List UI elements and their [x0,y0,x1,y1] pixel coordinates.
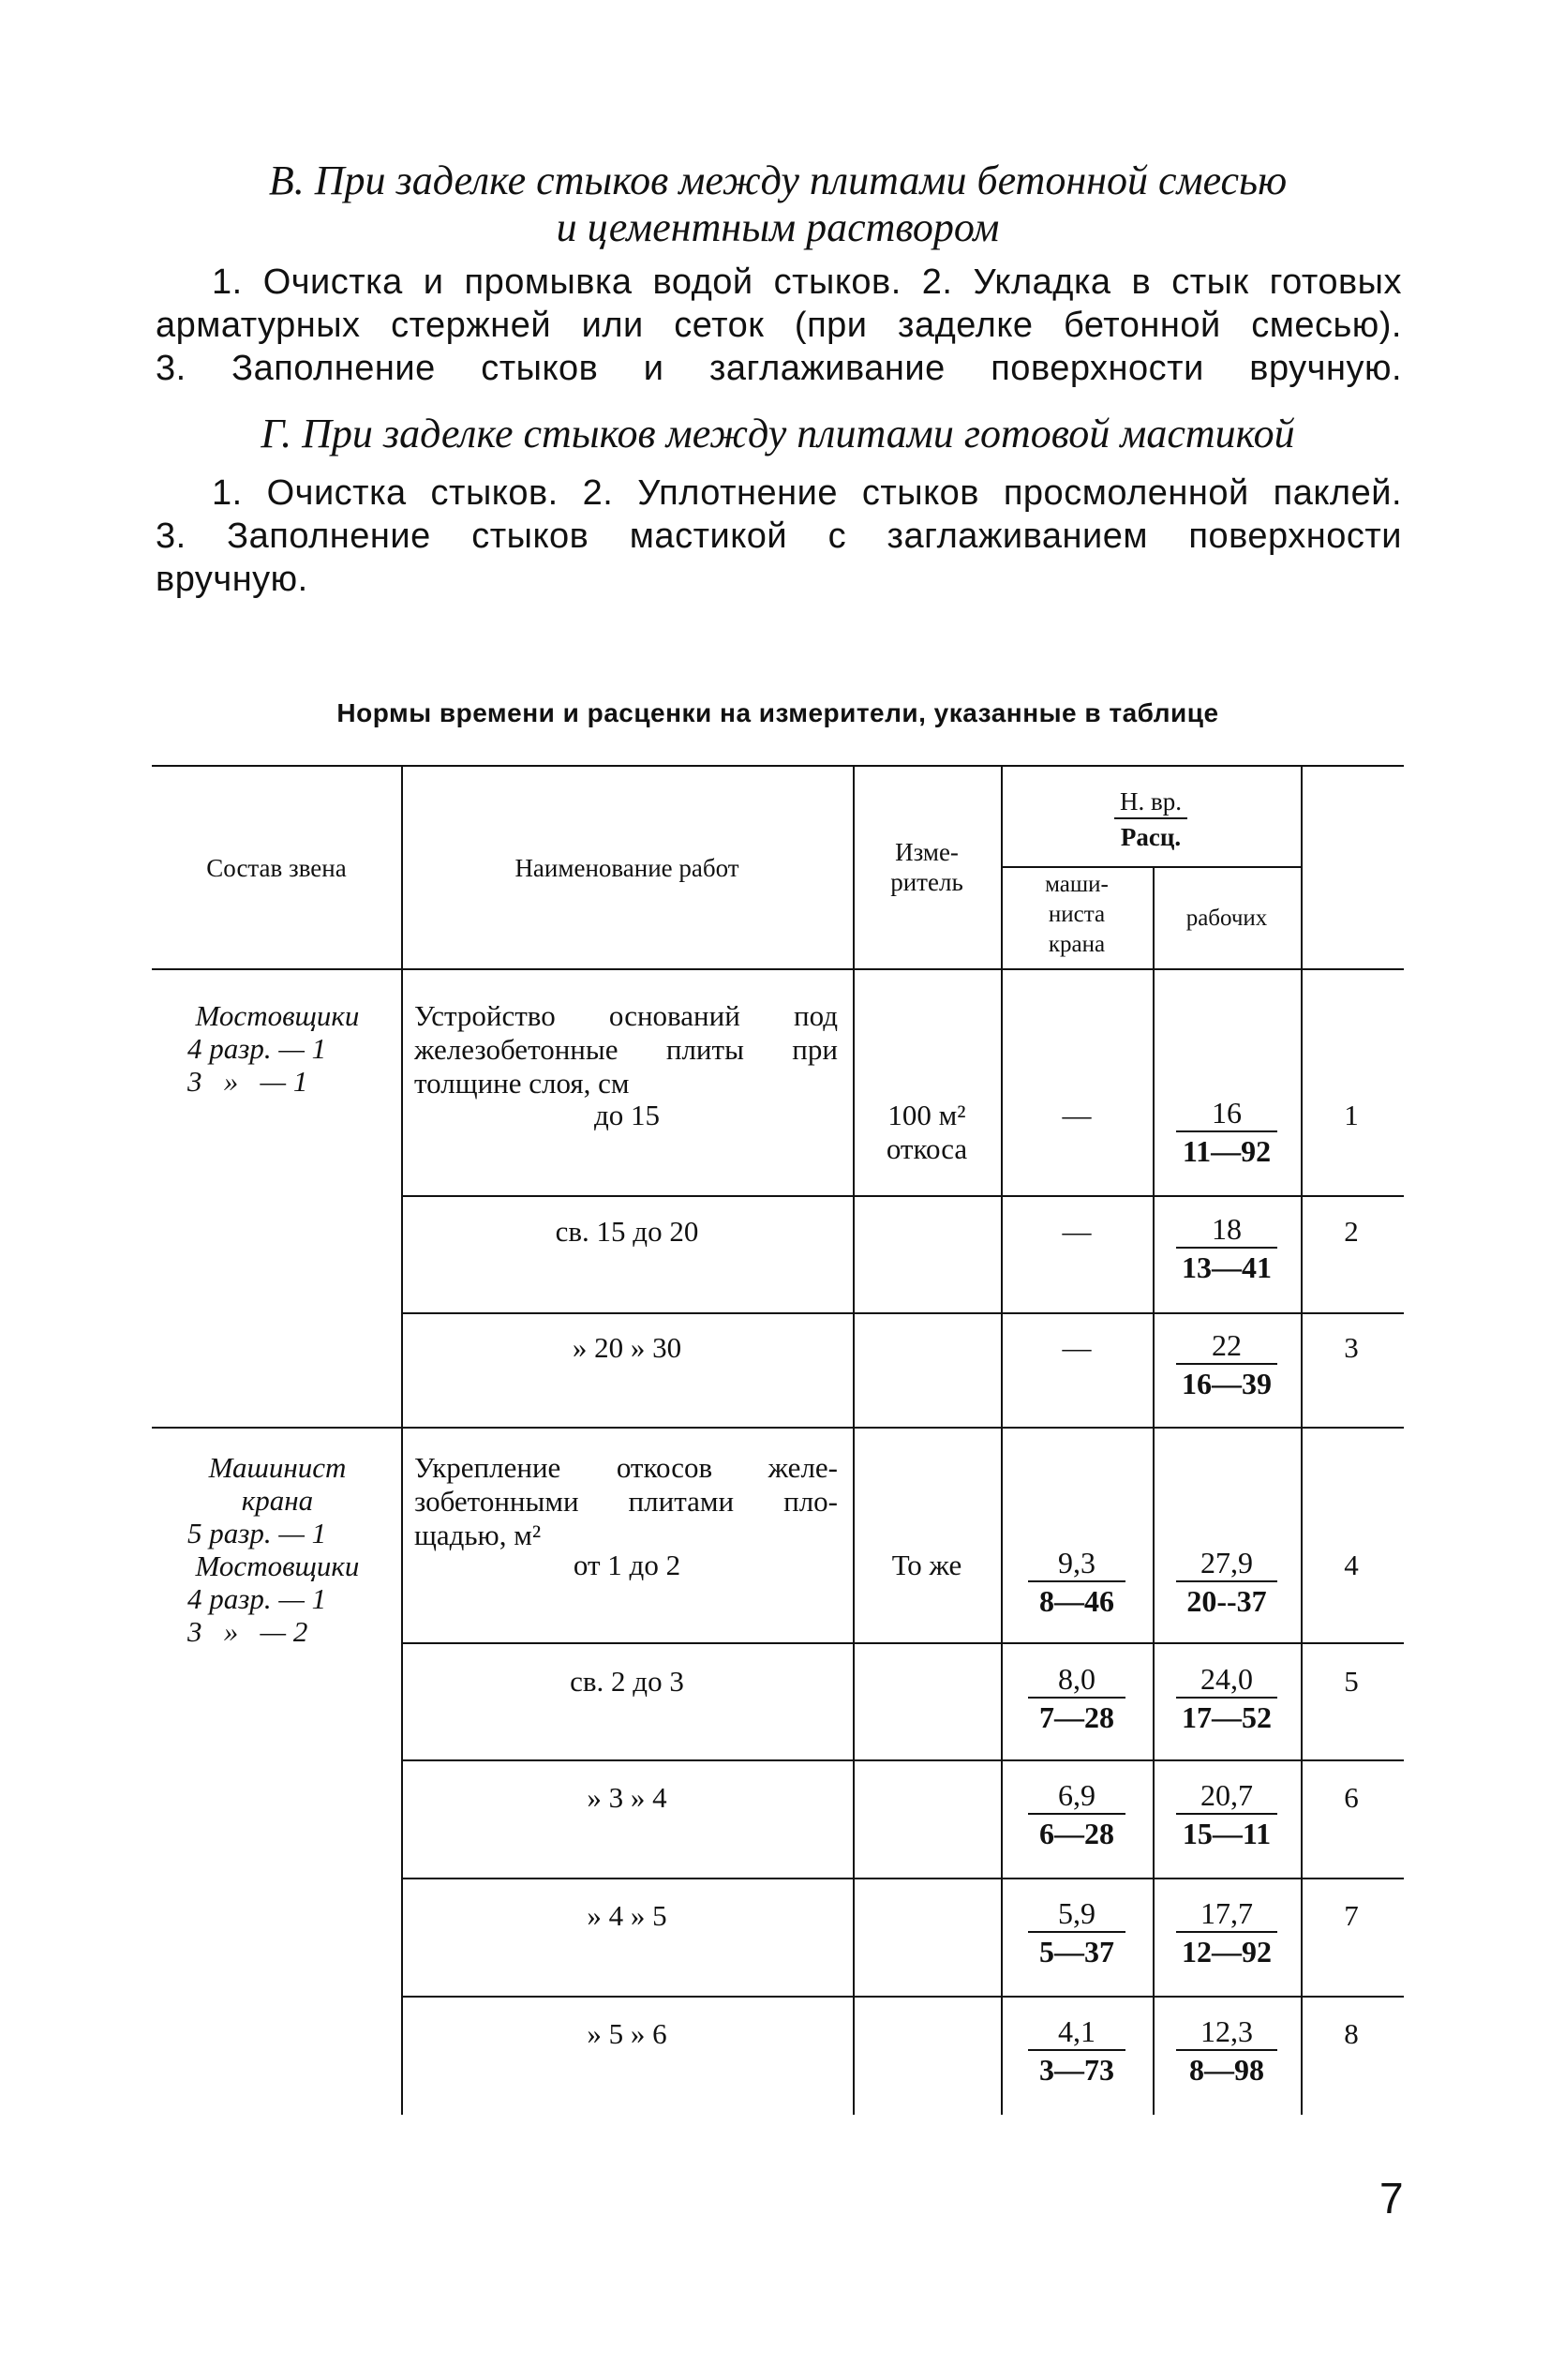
crew-line: Мостовщики [195,999,360,1032]
norm-time: 9,3 [1058,1546,1095,1579]
row-number: 6 [1344,1781,1359,1814]
unit-line: 100 м² [887,1099,966,1131]
unit-group2: То же [891,1549,962,1581]
header-nvr [1003,786,1299,855]
col-rule [1301,765,1303,2115]
work-line: щадью, м² [414,1519,542,1551]
crew-line: 4 разр. — 1 [187,1032,327,1065]
header-unit-line1: Изме- [895,838,959,866]
row-rule [401,1878,1404,1879]
section-g-line: 3. Заполнение стыков мастикой с заглаживанием поверхности [156,516,1402,556]
crane-fraction [1003,1895,1151,1970]
rate: 12—92 [1182,1935,1272,1968]
rate: 13—41 [1182,1250,1272,1284]
norm-time: 18 [1212,1212,1242,1246]
rate: 16—39 [1182,1367,1272,1400]
rate: 15—11 [1182,1817,1272,1850]
norm-time: 20,7 [1200,1778,1253,1812]
header-crane-line3: крана [1048,932,1106,957]
work-group1 [414,999,838,1100]
section-v-line: 1. Очистка и промывка водой стыков. 2. Укладка в стык готовых [212,262,1402,302]
rate: 3—73 [1039,2053,1114,2087]
norm-time: 24,0 [1200,1662,1253,1696]
workers-fraction [1155,1327,1299,1402]
section-g-line: вручную. [156,560,308,599]
crew-line: Машинист [208,1451,347,1484]
crane-fraction [1003,1777,1151,1852]
table-caption: Нормы времени и расценки на измерители, указанные в таблице [336,698,1219,727]
row-sub-label: св. 2 до 3 [570,1665,684,1698]
row-rule [401,1759,1404,1761]
section-g-title: Г. При заделке стыков между плитами готовой мастикой [261,411,1295,457]
row-number: 3 [1344,1331,1359,1364]
crew-group1 [156,999,399,1098]
unit-group1 [855,1099,999,1166]
norm-time: 8,0 [1058,1662,1095,1696]
col-rule [853,765,855,2115]
crew-line: 4 разр. — 1 [187,1582,327,1615]
work-line: зобетонными плитами пло- [414,1485,838,1518]
section-g-body [156,472,1402,601]
norm-time: 12,3 [1200,2014,1253,2048]
workers-fraction [1155,1545,1299,1620]
crane-fraction [1003,1661,1151,1736]
crane-fraction [1003,1545,1151,1620]
header-crane [1003,870,1151,960]
rate: 11—92 [1182,1134,1272,1168]
norm-time: 16 [1212,1096,1242,1130]
norm-time: 5,9 [1058,1896,1095,1930]
work-group2 [414,1451,838,1552]
header-crew: Состав звена [206,854,347,882]
section-g-line: 1. Очистка стыков. 2. Уплотнение стыков просмоленной паклей. [212,473,1402,513]
crew-line: 5 разр. — 1 [187,1517,327,1549]
workers-fraction [1155,1777,1299,1852]
work-line: толщине слоя, см [414,1067,630,1100]
rate: 8—46 [1039,1584,1114,1618]
rate: 20--37 [1186,1584,1267,1618]
rate: 6—28 [1039,1817,1114,1850]
header-crane-line2: ниста [1048,902,1106,927]
section-v-title-line1: В. При заделке стыков между плитами бетонной смесью [268,157,1288,203]
rate: 8—98 [1189,2053,1264,2087]
workers-fraction [1155,1895,1299,1970]
work-line: Укрепление откосов желе- [414,1451,838,1484]
crew-line: 3 » — 1 [187,1065,308,1098]
header-unit [855,837,999,897]
row-number: 4 [1344,1549,1359,1581]
table-top-rule [152,765,1404,767]
crew-line: крана [241,1484,314,1517]
crane-dash: — [1062,1099,1092,1131]
row-number: 5 [1344,1665,1359,1698]
row-rule [401,1996,1404,1998]
row-number: 1 [1344,1099,1359,1131]
norm-time: 6,9 [1058,1778,1095,1812]
section-v-line: 3. Заполнение стыков и заглаживание поверхности вручную. [156,349,1402,388]
row-sub-label: » 4 » 5 [587,1899,667,1932]
page-number: 7 [1379,2174,1404,2223]
row-sub-label: » 3 » 4 [587,1781,667,1814]
unit-line: откоса [886,1132,968,1165]
section-v-title [150,157,1406,251]
norm-time: 22 [1212,1328,1242,1362]
header-work: Наименование работ [514,854,739,882]
crane-dash: — [1062,1331,1092,1364]
row-sub-label: » 5 » 6 [587,2017,667,2050]
row-sub-label: » 20 » 30 [572,1331,682,1364]
row-rule [401,1312,1404,1314]
table-subheader-rule [1001,866,1301,868]
workers-fraction [1155,1095,1299,1170]
rate: 17—52 [1182,1700,1272,1734]
work-line: железобетонные плиты при [414,1033,838,1066]
rate: 5—37 [1039,1935,1114,1968]
norm-time: 17,7 [1200,1896,1253,1930]
header-crane-line1: маши- [1045,872,1109,897]
group-rule [152,1427,1404,1429]
row-sub-label: от 1 до 2 [573,1549,681,1581]
table-header-rule [152,968,1404,970]
rate: 7—28 [1039,1700,1114,1734]
row-number: 7 [1344,1899,1359,1932]
row-number: 2 [1344,1215,1359,1248]
crane-fraction [1003,2013,1151,2088]
header-workers: рабочих [1185,906,1268,931]
row-rule [401,1642,1404,1644]
workers-fraction [1155,1211,1299,1286]
header-nvr-label: Н. вр. [1114,786,1187,819]
work-line: Устройство оснований под [414,999,838,1032]
crew-group2 [156,1451,399,1648]
row-sub-label: до 15 [593,1099,661,1131]
crew-line: Мостовщики [195,1549,360,1582]
crane-dash: — [1062,1215,1092,1248]
row-rule [401,1195,1404,1197]
workers-fraction [1155,2013,1299,2088]
section-v-title-line2: и цементным раствором [556,204,1000,250]
workers-fraction [1155,1661,1299,1736]
header-rasc-label: Расц. [1120,823,1182,851]
row-number: 8 [1344,2017,1359,2050]
norm-time: 4,1 [1058,2014,1095,2048]
row-sub-label: св. 15 до 20 [555,1215,699,1248]
norm-time: 27,9 [1200,1546,1253,1579]
section-v-line: арматурных стержней или сеток (при заделке бетонной смесью). [156,306,1402,345]
section-v-body [156,261,1402,390]
header-unit-line2: ритель [890,868,963,896]
crew-line: 3 » — 2 [187,1615,308,1648]
